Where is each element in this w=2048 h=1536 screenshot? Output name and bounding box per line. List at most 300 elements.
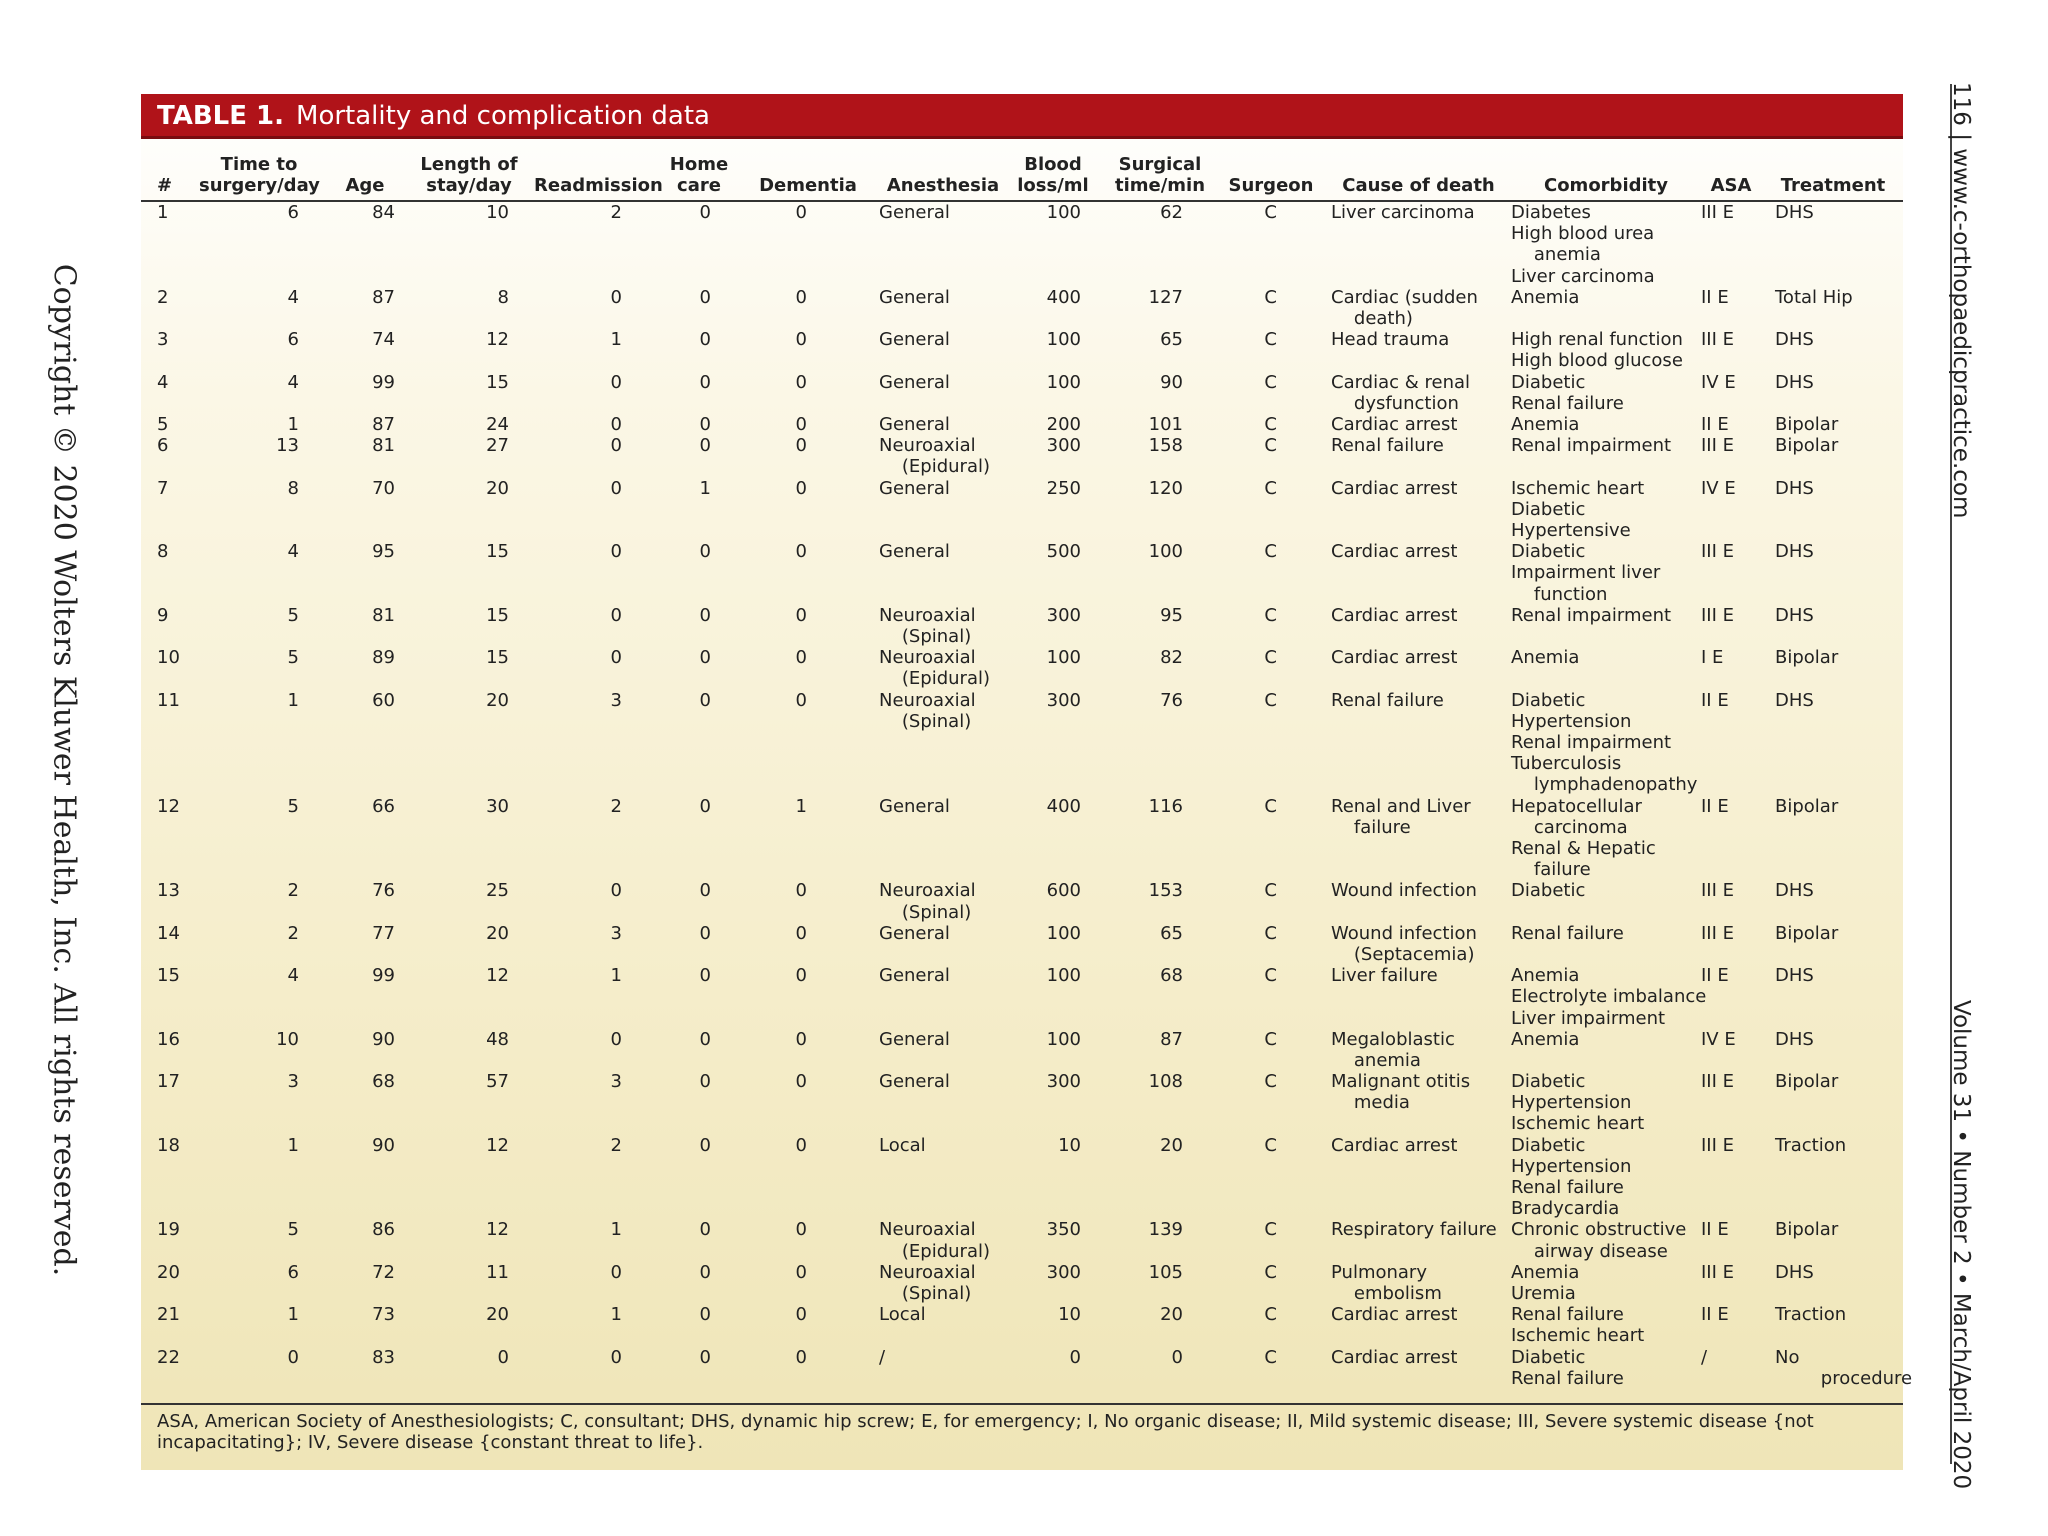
- header-asa: ASA: [1710, 175, 1752, 196]
- cell-blood-loss: 100: [1046, 965, 1081, 987]
- cell-home-care: 0: [699, 329, 711, 351]
- cell-cause-of-death: Cardiac arrest: [1331, 413, 1458, 435]
- cell-asa: III E: [1701, 1261, 1735, 1283]
- cell-comorbidity: Anemia: [1511, 286, 1580, 308]
- table-row: [141, 923, 1903, 965]
- cell-readmission: 2: [610, 795, 622, 817]
- cell-treatment: DHS: [1775, 202, 1814, 223]
- cell-treatment: DHS: [1775, 329, 1814, 351]
- cell-asa: III E: [1701, 922, 1735, 944]
- cell-surgeon: C: [1264, 1261, 1277, 1283]
- cell-blood-loss: 300: [1046, 1071, 1081, 1093]
- cell-time-to-surgery: 4: [287, 965, 299, 987]
- cell-length-of-stay: 57: [486, 1071, 509, 1093]
- cell-age: 90: [372, 1134, 395, 1156]
- table-row: [141, 202, 1903, 287]
- cell-length-of-stay: 24: [486, 413, 509, 435]
- cell-time-to-surgery: 5: [287, 795, 299, 817]
- cell-comorbidity: Diabetic Renal failure: [1511, 371, 1624, 414]
- cell-treatment: Bipolar: [1775, 922, 1839, 944]
- cell-dementia: 0: [795, 329, 807, 351]
- cell-dementia: 0: [795, 1219, 807, 1241]
- cell-anesthesia: Neuroaxial (Spinal): [879, 689, 976, 732]
- cell-time-to-surgery: 5: [287, 604, 299, 626]
- cell-home-care: 0: [699, 1071, 711, 1093]
- cell-time-to-surgery: 10: [276, 1028, 299, 1050]
- cell-anesthesia: Neuroaxial (Spinal): [879, 1261, 976, 1305]
- cell-treatment: Traction: [1775, 1304, 1847, 1326]
- cell-age: 66: [372, 795, 395, 817]
- cell-cause-of-death: Respiratory failure: [1331, 1219, 1497, 1241]
- cell-blood-loss: 100: [1046, 202, 1081, 223]
- cell-readmission: 1: [610, 965, 622, 987]
- cell-cause-of-death: Cardiac arrest: [1331, 604, 1458, 626]
- cell-time-to-surgery: 13: [276, 435, 299, 457]
- cell-anesthesia: General: [879, 965, 950, 987]
- cell-blood-loss: 10: [1058, 1134, 1081, 1156]
- cell-readmission: 0: [610, 880, 622, 902]
- cell-dementia: 0: [795, 1261, 807, 1283]
- header-comorbidity: Comorbidity: [1543, 175, 1669, 196]
- cell-surgical-time: 0: [1171, 1346, 1183, 1368]
- cell-home-care: 0: [699, 965, 711, 987]
- cell-treatment: Traction: [1775, 1134, 1847, 1156]
- cell-readmission: 0: [610, 1261, 622, 1283]
- header-age: Age: [345, 175, 385, 196]
- cell-age: 83: [372, 1346, 395, 1368]
- cell-age: 81: [372, 435, 395, 457]
- cell-num: 12: [157, 795, 180, 817]
- cell-dementia: 0: [795, 541, 807, 563]
- cell-age: 72: [372, 1261, 395, 1283]
- cell-blood-loss: 500: [1046, 541, 1081, 563]
- cell-surgeon: C: [1264, 371, 1277, 393]
- cell-treatment: DHS: [1775, 477, 1814, 499]
- cell-readmission: 3: [610, 922, 622, 944]
- cell-cause-of-death: Pulmonary embolism: [1331, 1261, 1442, 1305]
- cell-surgical-time: 68: [1160, 965, 1183, 987]
- cell-time-to-surgery: 1: [287, 413, 299, 435]
- cell-readmission: 0: [610, 604, 622, 626]
- table-row: [141, 414, 1903, 435]
- cell-surgeon: C: [1264, 413, 1277, 435]
- cell-surgeon: C: [1264, 604, 1277, 626]
- cell-surgeon: C: [1264, 541, 1277, 563]
- header-anesthesia: Anesthesia: [886, 175, 1000, 196]
- cell-length-of-stay: 30: [486, 795, 509, 817]
- table-row: [141, 1304, 1903, 1346]
- cell-age: 84: [372, 202, 395, 223]
- cell-num: 8: [157, 541, 169, 563]
- cell-age: 81: [372, 604, 395, 626]
- table-row: [141, 541, 1903, 605]
- table-body: [141, 202, 1913, 1389]
- cell-age: 76: [372, 880, 395, 902]
- cell-cause-of-death: Cardiac arrest: [1331, 477, 1458, 499]
- cell-treatment: DHS: [1775, 541, 1814, 563]
- cell-blood-loss: 350: [1046, 1219, 1081, 1241]
- table-row: [141, 287, 1903, 329]
- cell-time-to-surgery: 2: [287, 880, 299, 902]
- cell-comorbidity: Hepatocellular carcinoma Renal & Hepatic failure: [1511, 795, 1656, 881]
- cell-home-care: 0: [699, 371, 711, 393]
- cell-cause-of-death: Renal failure: [1331, 435, 1444, 457]
- cell-asa: /: [1701, 1346, 1708, 1368]
- table-row: [141, 329, 1903, 371]
- cell-anesthesia: General: [879, 1028, 950, 1050]
- cell-readmission: 1: [610, 1219, 622, 1241]
- cell-blood-loss: 100: [1046, 371, 1081, 393]
- cell-asa: I E: [1701, 647, 1724, 669]
- cell-blood-loss: 300: [1046, 1261, 1081, 1283]
- cell-anesthesia: General: [879, 371, 950, 393]
- cell-asa: IV E: [1701, 371, 1736, 393]
- cell-surgical-time: 82: [1160, 647, 1183, 669]
- cell-blood-loss: 100: [1046, 1028, 1081, 1050]
- copyright-text: Copyright © 2020 Wolters Kluwer Health, Inc. All rights reserved.: [46, 263, 82, 1277]
- cell-age: 95: [372, 541, 395, 563]
- cell-num: 11: [157, 689, 180, 711]
- cell-anesthesia: Neuroaxial (Spinal): [879, 604, 976, 647]
- cell-treatment: Bipolar: [1775, 413, 1839, 435]
- cell-blood-loss: 400: [1046, 795, 1081, 817]
- cell-asa: II E: [1701, 413, 1729, 435]
- cell-surgeon: C: [1264, 1028, 1277, 1050]
- cell-age: 77: [372, 922, 395, 944]
- cell-comorbidity: Diabetic Hypertension Renal failure Bradycardia: [1511, 1134, 1632, 1220]
- cell-asa: III E: [1701, 435, 1735, 457]
- cell-age: 70: [372, 477, 395, 499]
- cell-asa: III E: [1701, 329, 1735, 351]
- table-row: [141, 796, 1903, 881]
- header-cause-of-death: Cause of death: [1342, 175, 1495, 196]
- cell-blood-loss: 300: [1046, 689, 1081, 711]
- cell-surgical-time: 65: [1160, 329, 1183, 351]
- cell-anesthesia: General: [879, 286, 950, 308]
- cell-readmission: 1: [610, 329, 622, 351]
- cell-num: 10: [157, 647, 180, 669]
- cell-time-to-surgery: 1: [287, 1134, 299, 1156]
- cell-num: 19: [157, 1219, 180, 1241]
- cell-time-to-surgery: 1: [287, 1304, 299, 1326]
- table-row: [141, 880, 1903, 922]
- cell-home-care: 0: [699, 647, 711, 669]
- cell-anesthesia: Neuroaxial (Epidural): [879, 647, 990, 690]
- cell-home-care: 0: [699, 1219, 711, 1241]
- cell-readmission: 0: [610, 413, 622, 435]
- cell-length-of-stay: 20: [486, 922, 509, 944]
- cell-home-care: 0: [699, 286, 711, 308]
- cell-num: 17: [157, 1071, 180, 1093]
- cell-readmission: 0: [610, 477, 622, 499]
- cell-blood-loss: 250: [1046, 477, 1081, 499]
- cell-time-to-surgery: 2: [287, 922, 299, 944]
- cell-dementia: 0: [795, 604, 807, 626]
- cell-asa: III E: [1701, 880, 1735, 902]
- cell-length-of-stay: 8: [497, 286, 509, 308]
- cell-cause-of-death: Malignant otitis media: [1331, 1071, 1471, 1114]
- cell-time-to-surgery: 0: [287, 1346, 299, 1368]
- cell-surgical-time: 62: [1160, 202, 1183, 223]
- table-row: [141, 1262, 1903, 1304]
- cell-length-of-stay: 12: [486, 965, 509, 987]
- cell-dementia: 0: [795, 435, 807, 457]
- cell-cause-of-death: Cardiac arrest: [1331, 1304, 1458, 1326]
- cell-length-of-stay: 15: [486, 371, 509, 393]
- cell-asa: II E: [1701, 795, 1729, 817]
- cell-asa: III E: [1701, 1134, 1735, 1156]
- cell-comorbidity: Diabetic Hypertension Ischemic heart: [1511, 1071, 1645, 1135]
- cell-home-care: 0: [699, 541, 711, 563]
- table-row: [141, 690, 1903, 796]
- page-site-text: 116 | www.c-orthopaedicpractice.com: [1948, 82, 1974, 519]
- cell-readmission: 0: [610, 647, 622, 669]
- cell-anesthesia: General: [879, 477, 950, 499]
- cell-comorbidity: Renal impairment: [1511, 604, 1672, 626]
- cell-surgeon: C: [1264, 795, 1277, 817]
- cell-num: 18: [157, 1134, 180, 1156]
- cell-surgical-time: 101: [1148, 413, 1183, 435]
- cell-readmission: 0: [610, 541, 622, 563]
- cell-treatment: DHS: [1775, 880, 1814, 902]
- cell-num: 9: [157, 604, 169, 626]
- cell-cause-of-death: Head trauma: [1331, 329, 1450, 351]
- cell-length-of-stay: 48: [486, 1028, 509, 1050]
- cell-cause-of-death: Cardiac arrest: [1331, 541, 1458, 563]
- table-header-row: [141, 146, 1903, 196]
- cell-treatment: DHS: [1775, 965, 1814, 987]
- cell-blood-loss: 100: [1046, 922, 1081, 944]
- cell-num: 5: [157, 413, 169, 435]
- cell-time-to-surgery: 5: [287, 1219, 299, 1241]
- cell-dementia: 0: [795, 1071, 807, 1093]
- cell-blood-loss: 400: [1046, 286, 1081, 308]
- cell-dementia: 0: [795, 689, 807, 711]
- cell-num: 14: [157, 922, 180, 944]
- cell-length-of-stay: 20: [486, 477, 509, 499]
- cell-comorbidity: Diabetic: [1511, 880, 1586, 902]
- cell-asa: II E: [1701, 1304, 1729, 1326]
- cell-home-care: 0: [699, 1134, 711, 1156]
- cell-cause-of-death: Cardiac arrest: [1331, 1346, 1458, 1368]
- table-title-bar: [141, 94, 1903, 139]
- cell-home-care: 1: [699, 477, 711, 499]
- cell-treatment: No procedure: [1775, 1346, 1913, 1389]
- cell-num: 4: [157, 371, 169, 393]
- cell-blood-loss: 600: [1046, 880, 1081, 902]
- cell-cause-of-death: Renal failure: [1331, 689, 1444, 711]
- cell-asa: III E: [1701, 604, 1735, 626]
- cell-asa: III E: [1701, 202, 1735, 223]
- cell-num: 15: [157, 965, 180, 987]
- cell-treatment: Bipolar: [1775, 647, 1839, 669]
- table-label: TABLE 1.: [157, 101, 285, 131]
- cell-blood-loss: 0: [1069, 1346, 1081, 1368]
- cell-surgical-time: 65: [1160, 922, 1183, 944]
- cell-surgeon: C: [1264, 435, 1277, 457]
- cell-surgical-time: 158: [1148, 435, 1183, 457]
- cell-length-of-stay: 12: [486, 1219, 509, 1241]
- cell-surgical-time: 108: [1148, 1071, 1183, 1093]
- cell-home-care: 0: [699, 1304, 711, 1326]
- cell-anesthesia: Local: [879, 1134, 926, 1156]
- cell-comorbidity: Anemia Uremia: [1511, 1261, 1580, 1305]
- cell-surgeon: C: [1264, 202, 1277, 223]
- cell-comorbidity: Chronic obstructive airway disease: [1511, 1219, 1687, 1262]
- cell-comorbidity: Anemia Electrolyte imbalance Liver impairment: [1511, 965, 1707, 1029]
- cell-anesthesia: General: [879, 202, 950, 223]
- cell-surgeon: C: [1264, 329, 1277, 351]
- cell-comorbidity: Diabetes High blood urea anemia Liver carcinoma: [1511, 202, 1655, 287]
- cell-length-of-stay: 12: [486, 329, 509, 351]
- table-row: [141, 647, 1903, 689]
- cell-anesthesia: Neuroaxial (Spinal): [879, 880, 976, 923]
- cell-dementia: 0: [795, 647, 807, 669]
- cell-length-of-stay: 27: [486, 435, 509, 457]
- cell-asa: II E: [1701, 1219, 1729, 1241]
- cell-dementia: 0: [795, 1028, 807, 1050]
- cell-home-care: 0: [699, 689, 711, 711]
- cell-cause-of-death: Liver carcinoma: [1331, 202, 1475, 223]
- cell-num: 16: [157, 1028, 180, 1050]
- cell-asa: IV E: [1701, 477, 1736, 499]
- header-blood-loss: Blood loss/ml: [1017, 154, 1089, 196]
- cell-surgical-time: 127: [1148, 286, 1183, 308]
- cell-cause-of-death: Cardiac & renal dysfunction: [1331, 371, 1471, 414]
- header-surgeon: Surgeon: [1228, 175, 1314, 196]
- cell-dementia: 0: [795, 1304, 807, 1326]
- cell-length-of-stay: 0: [497, 1346, 509, 1368]
- table-row: [141, 1029, 1903, 1071]
- cell-treatment: DHS: [1775, 689, 1814, 711]
- table-row: [141, 372, 1903, 414]
- cell-num: 7: [157, 477, 169, 499]
- table-row: [141, 1219, 1903, 1261]
- cell-num: 22: [157, 1346, 180, 1368]
- cell-readmission: 0: [610, 435, 622, 457]
- cell-time-to-surgery: 6: [287, 202, 299, 223]
- cell-time-to-surgery: 3: [287, 1071, 299, 1093]
- issue-text: Volume 31 • Number 2 • March/April 2020: [1948, 1000, 1974, 1490]
- cell-asa: II E: [1701, 689, 1729, 711]
- cell-surgical-time: 116: [1148, 795, 1183, 817]
- cell-surgeon: C: [1264, 1346, 1277, 1368]
- cell-home-care: 0: [699, 795, 711, 817]
- cell-treatment: Bipolar: [1775, 435, 1839, 457]
- table-footnote: ASA, American Society of Anesthesiologists; C, consultant; DHS, dynamic hip screw; E, for emergency; I, No organic disease; II, Mild systemic disease; III, Severe systemic disease {not incapacitating}; IV, Severe disease {constant threat to life}.: [157, 1411, 1814, 1453]
- cell-age: 68: [372, 1071, 395, 1093]
- cell-time-to-surgery: 5: [287, 647, 299, 669]
- cell-length-of-stay: 15: [486, 604, 509, 626]
- table-row: [141, 478, 1903, 542]
- cell-anesthesia: Neuroaxial (Epidural): [879, 1219, 990, 1262]
- cell-dementia: 0: [795, 477, 807, 499]
- cell-surgical-time: 95: [1160, 604, 1183, 626]
- cell-surgical-time: 90: [1160, 371, 1183, 393]
- cell-dementia: 0: [795, 880, 807, 902]
- cell-treatment: DHS: [1775, 1261, 1814, 1283]
- cell-surgeon: C: [1264, 1219, 1277, 1241]
- cell-surgeon: C: [1264, 922, 1277, 944]
- cell-surgeon: C: [1264, 965, 1277, 987]
- cell-anesthesia: General: [879, 541, 950, 563]
- table-row: [141, 965, 1903, 1029]
- cell-surgical-time: 120: [1148, 477, 1183, 499]
- cell-home-care: 0: [699, 435, 711, 457]
- cell-anesthesia: Local: [879, 1304, 926, 1326]
- header-length-of-stay: Length of stay/day: [420, 154, 518, 196]
- cell-num: 6: [157, 435, 169, 457]
- mortality-table: [141, 94, 1913, 1470]
- cell-length-of-stay: 20: [486, 689, 509, 711]
- cell-time-to-surgery: 6: [287, 1261, 299, 1283]
- header-surgical-time: Surgical time/min: [1114, 154, 1206, 196]
- cell-surgeon: C: [1264, 1134, 1277, 1156]
- cell-dementia: 0: [795, 202, 807, 223]
- cell-length-of-stay: 12: [486, 1134, 509, 1156]
- cell-age: 60: [372, 689, 395, 711]
- cell-dementia: 0: [795, 371, 807, 393]
- header-dementia: Dementia: [759, 175, 857, 196]
- cell-surgeon: C: [1264, 689, 1277, 711]
- cell-num: 20: [157, 1261, 180, 1283]
- cell-surgeon: C: [1264, 880, 1277, 902]
- cell-cause-of-death: Cardiac (sudden death): [1331, 286, 1478, 329]
- cell-readmission: 0: [610, 286, 622, 308]
- cell-home-care: 0: [699, 1346, 711, 1368]
- cell-time-to-surgery: 6: [287, 329, 299, 351]
- cell-readmission: 0: [610, 1028, 622, 1050]
- cell-comorbidity: Renal failure: [1511, 922, 1624, 944]
- cell-dementia: 0: [795, 922, 807, 944]
- cell-cause-of-death: Cardiac arrest: [1331, 1134, 1458, 1156]
- cell-length-of-stay: 11: [486, 1261, 509, 1283]
- cell-surgeon: C: [1264, 286, 1277, 308]
- cell-cause-of-death: Wound infection (Septacemia): [1331, 922, 1477, 965]
- cell-anesthesia: General: [879, 795, 950, 817]
- cell-readmission: 1: [610, 1304, 622, 1326]
- cell-asa: IV E: [1701, 1028, 1736, 1050]
- cell-surgical-time: 139: [1148, 1219, 1183, 1241]
- cell-cause-of-death: Wound infection: [1331, 880, 1477, 902]
- cell-time-to-surgery: 4: [287, 371, 299, 393]
- cell-age: 74: [372, 329, 395, 351]
- table-row: [141, 1346, 1913, 1389]
- cell-surgeon: C: [1264, 1071, 1277, 1093]
- cell-readmission: 3: [610, 1071, 622, 1093]
- cell-comorbidity: Diabetic Hypertension Renal impairment Tuberculosis lymphadenopathy: [1511, 689, 1698, 796]
- cell-cause-of-death: Liver failure: [1331, 965, 1438, 987]
- cell-age: 87: [372, 413, 395, 435]
- cell-comorbidity: Anemia: [1511, 413, 1580, 435]
- cell-age: 86: [372, 1219, 395, 1241]
- cell-home-care: 0: [699, 604, 711, 626]
- cell-asa: III E: [1701, 541, 1735, 563]
- cell-num: 13: [157, 880, 180, 902]
- cell-comorbidity: Renal failure Ischemic heart: [1511, 1304, 1645, 1347]
- cell-anesthesia: /: [879, 1346, 886, 1368]
- cell-length-of-stay: 20: [486, 1304, 509, 1326]
- footer-rule: [141, 1403, 1903, 1405]
- cell-comorbidity: Diabetic Renal failure: [1511, 1346, 1624, 1389]
- cell-blood-loss: 200: [1046, 413, 1081, 435]
- cell-dementia: 0: [795, 286, 807, 308]
- cell-age: 99: [372, 965, 395, 987]
- table-row: [141, 435, 1903, 477]
- cell-surgical-time: 20: [1160, 1134, 1183, 1156]
- cell-treatment: Bipolar: [1775, 795, 1839, 817]
- cell-surgeon: C: [1264, 647, 1277, 669]
